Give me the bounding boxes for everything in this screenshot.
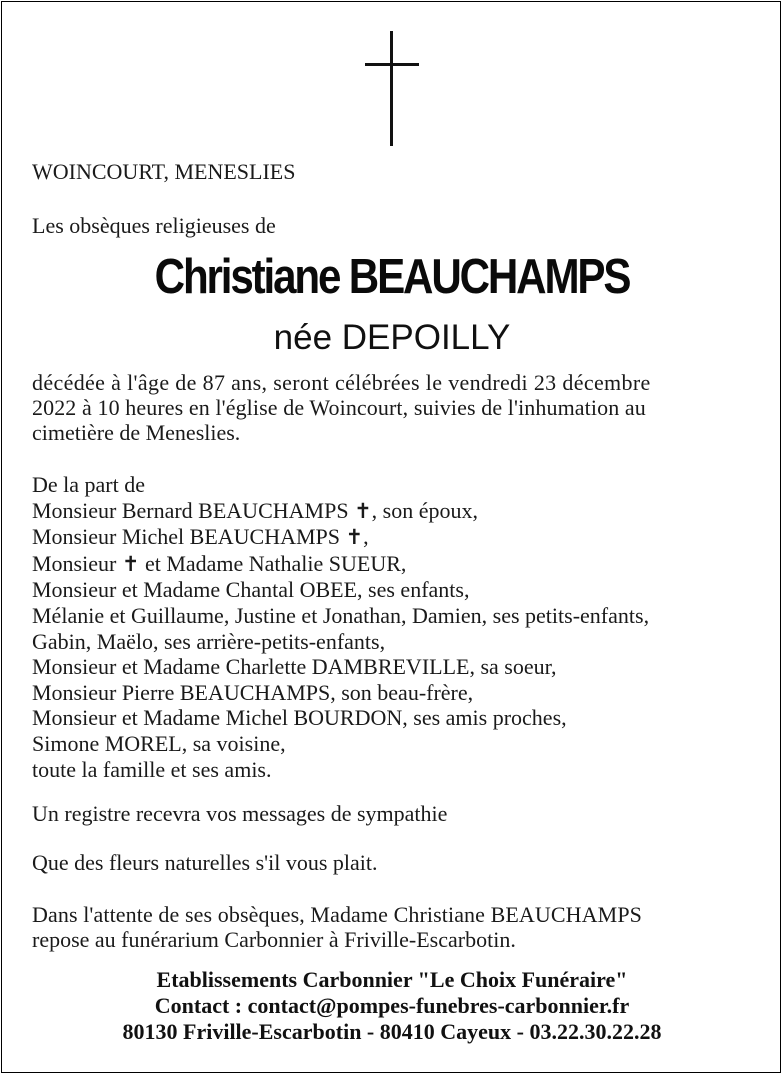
list-item: Monsieur Bernard BEAUCHAMPS ✝, son époux, <box>32 497 478 523</box>
cross-icon: ✝ <box>345 525 364 550</box>
family-intro: De la part de <box>32 472 145 497</box>
registry-note: Un registre recevra vos messages de sympathie <box>32 801 448 826</box>
address-line: 80130 Friville-Escarbotin - 80410 Cayeux - 03.22.30.22.28 <box>122 1019 662 1044</box>
cross-icon <box>365 31 419 146</box>
list-item: toute la famille et ses amis. <box>32 756 272 782</box>
list-item: Monsieur et Madame Charlette DAMBREVILLE, sa soeur, <box>32 654 557 680</box>
rest-note-line-2: repose au funérarium Carbonnier à Friville-Escarbotin. <box>32 927 516 952</box>
list-item: Monsieur et Madame Chantal OBEE, ses enfants, <box>32 577 470 603</box>
family-list <box>32 472 649 782</box>
list-item: Monsieur ✝ et Madame Nathalie SUEUR, <box>32 550 407 576</box>
company-name: Etablissements Carbonnier "Le Choix Funéraire" <box>156 967 628 992</box>
locations: WOINCOURT, MENESLIES <box>32 159 296 184</box>
contact-line: Contact : contact@pompes-funebres-carbonnier.fr <box>154 993 630 1018</box>
deceased-name: Christiane BEAUCHAMPS <box>154 250 630 304</box>
list-item: Monsieur et Madame Michel BOURDON, ses amis proches, <box>32 705 567 731</box>
list-item: Simone MOREL, sa voisine, <box>32 730 286 756</box>
flowers-note: Que des fleurs naturelles s'il vous plait. <box>32 850 378 875</box>
list-item: Monsieur Michel BEAUCHAMPS ✝, <box>32 524 369 550</box>
announcement-line-2: 2022 à 10 heures en l'église de Woincourt, suivies de l'inhumation au <box>32 395 646 420</box>
rest-note-line-1: Dans l'attente de ses obsèques, Madame Christiane BEAUCHAMPS <box>32 902 642 927</box>
announcement-line-1: décédée à l'âge de 87 ans, seront célébrées le vendredi 23 décembre <box>32 370 651 395</box>
list-item: Gabin, Maëlo, ses arrière-petits-enfants, <box>32 628 386 654</box>
cross-icon: ✝ <box>121 551 140 576</box>
funeral-home-footer <box>0 967 784 1045</box>
list-item: Mélanie et Guillaume, Justine et Jonathan, Damien, ses petits-enfants, <box>32 602 650 628</box>
maiden-name: née DEPOILLY <box>273 318 511 357</box>
announcement-line-3: cimetière de Meneslies. <box>32 420 241 445</box>
cross-icon: ✝ <box>354 498 372 523</box>
list-item: Monsieur Pierre BEAUCHAMPS, son beau-frère, <box>32 679 474 705</box>
intro-text: Les obsèques religieuses de <box>32 213 276 238</box>
